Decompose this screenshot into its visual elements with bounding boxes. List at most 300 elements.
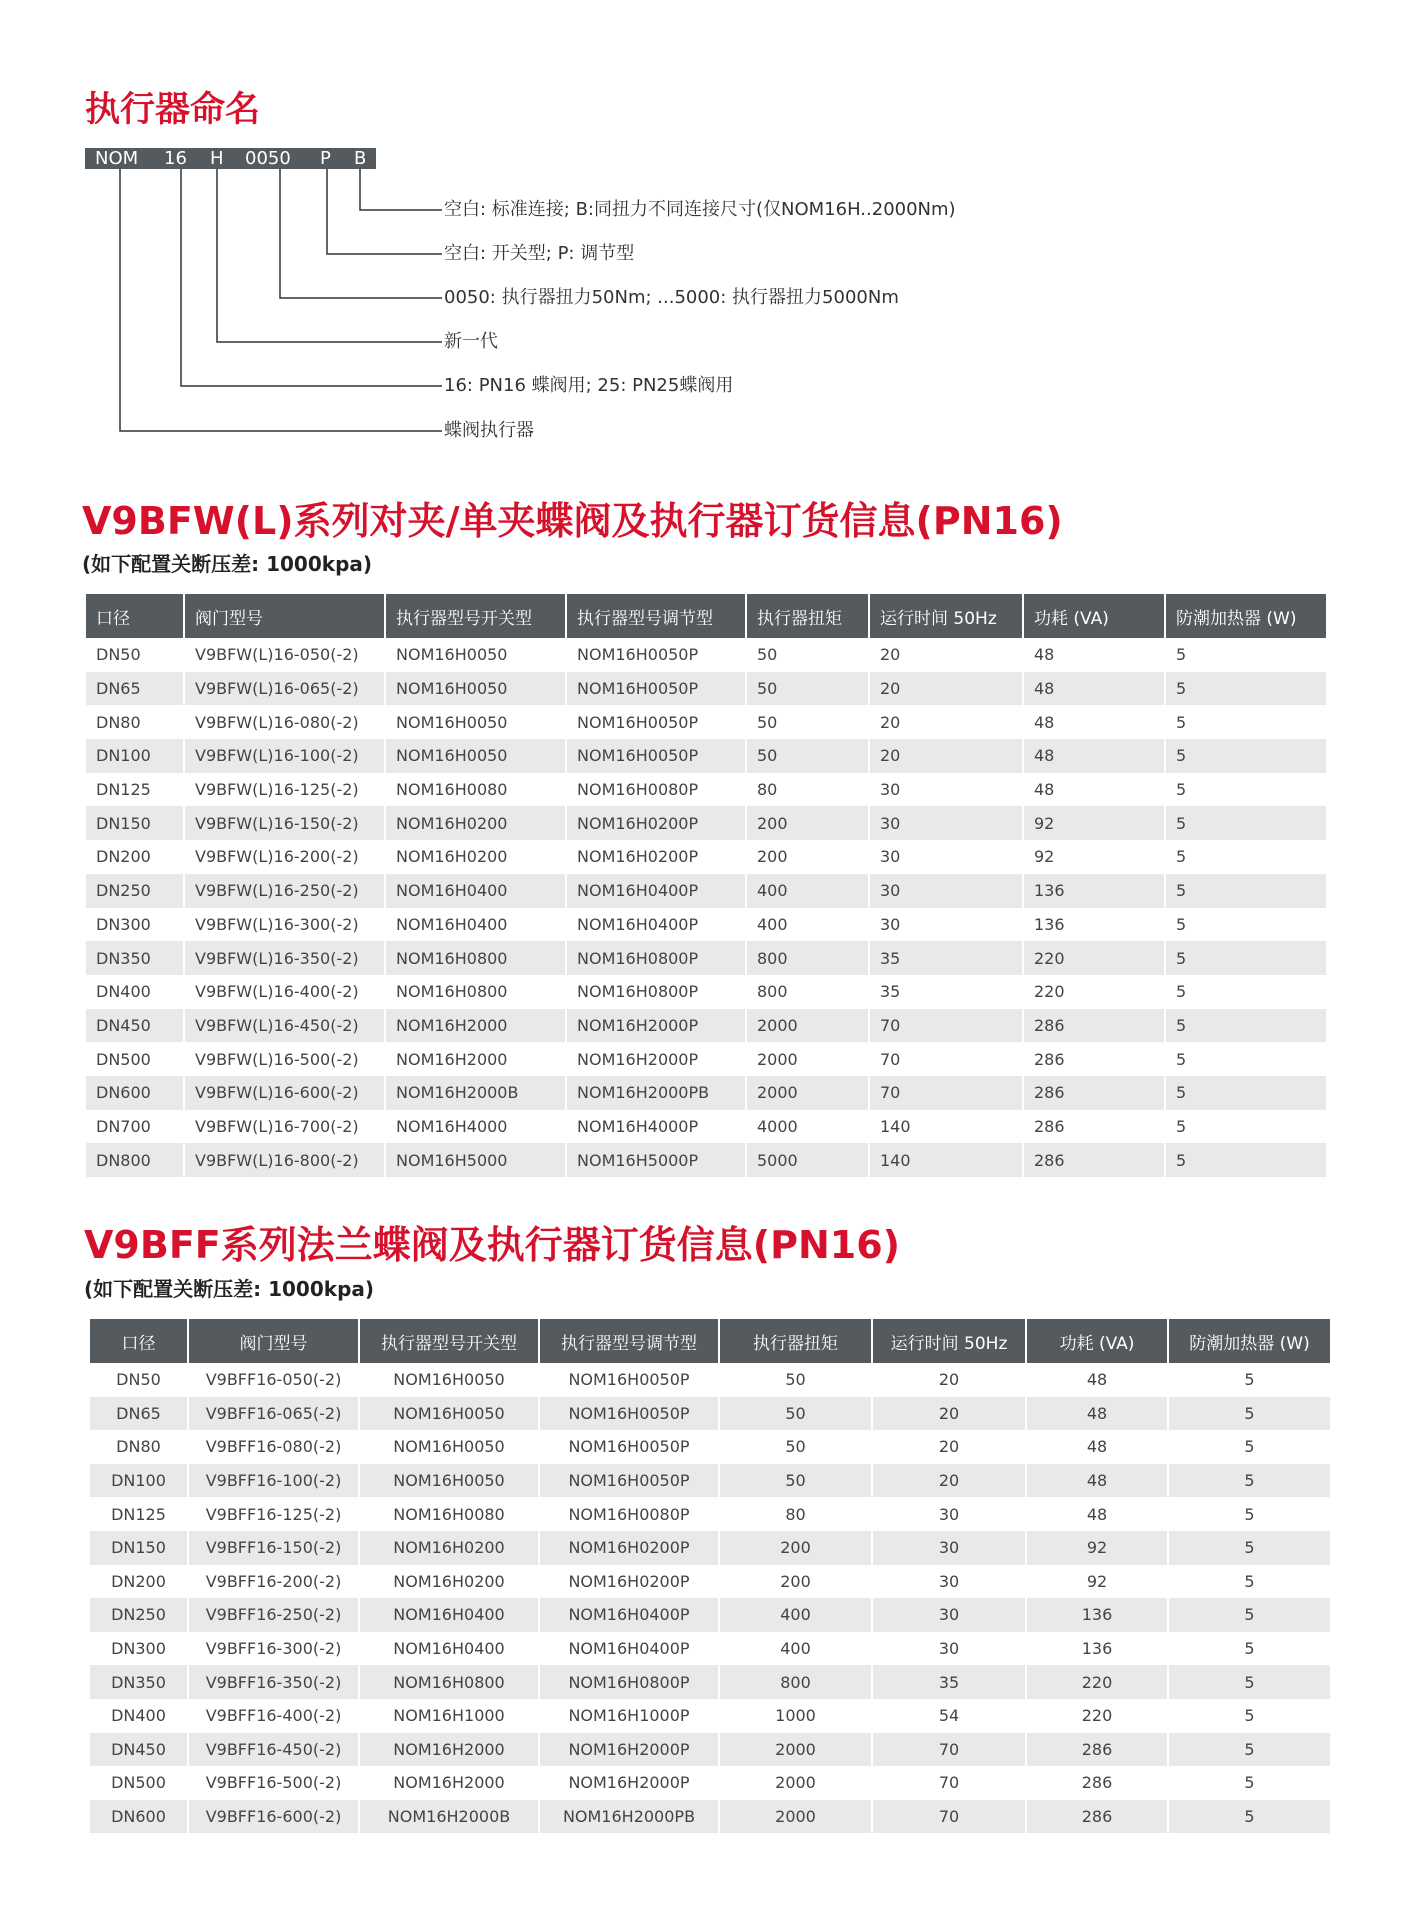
table-cell: V9BFF16-300(-2): [188, 1632, 359, 1666]
table-cell: DN100: [86, 739, 184, 773]
connector-line-torque: [280, 169, 442, 298]
table-cell: V9BFW(L)16-800(-2): [184, 1143, 385, 1177]
table-cell: NOM16H0800: [385, 975, 566, 1009]
column-header: 阀门型号: [184, 594, 385, 638]
table-row: [86, 1143, 1326, 1177]
column-header: 执行器扭矩: [719, 1319, 872, 1363]
table-cell: 136: [1026, 1598, 1168, 1632]
table-cell: 50: [746, 739, 869, 773]
table-cell: 48: [1023, 672, 1165, 706]
legend-type: 空白: 开关型; P: 调节型: [444, 243, 635, 264]
table-cell: 48: [1026, 1497, 1168, 1531]
column-header: 口径: [90, 1319, 188, 1363]
table-cell: 4000: [746, 1110, 869, 1144]
table-cell: NOM16H5000P: [566, 1143, 746, 1177]
table-row: [86, 806, 1326, 840]
table-cell: DN800: [86, 1143, 184, 1177]
table-cell: NOM16H2000B: [385, 1076, 566, 1110]
table-cell: DN450: [86, 1009, 184, 1043]
table-cell: 220: [1023, 975, 1165, 1009]
table-cell: 5: [1168, 1766, 1330, 1800]
table-cell: V9BFW(L)16-450(-2): [184, 1009, 385, 1043]
table-cell: 5: [1168, 1598, 1330, 1632]
table-cell: 1000: [719, 1699, 872, 1733]
column-header: 执行器型号调节型: [539, 1319, 719, 1363]
table-cell: 5: [1168, 1565, 1330, 1599]
table-cell: DN300: [90, 1632, 188, 1666]
table-cell: 30: [872, 1497, 1026, 1531]
table-row: [86, 672, 1326, 706]
table-cell: NOM16H2000: [359, 1733, 539, 1767]
table-cell: 20: [869, 638, 1023, 672]
table-cell: 92: [1026, 1531, 1168, 1565]
table-cell: NOM16H5000: [385, 1143, 566, 1177]
legend-actuator: 蝶阀执行器: [444, 420, 534, 441]
table-cell: 80: [746, 773, 869, 807]
table-cell: 286: [1026, 1766, 1168, 1800]
table-cell: DN300: [86, 908, 184, 942]
table-cell: DN350: [90, 1665, 188, 1699]
table-cell: 220: [1026, 1665, 1168, 1699]
table-cell: V9BFF16-100(-2): [188, 1464, 359, 1498]
column-header: 执行器型号开关型: [385, 594, 566, 638]
table-cell: V9BFW(L)16-200(-2): [184, 840, 385, 874]
table-row: [90, 1464, 1330, 1498]
table-row: [86, 739, 1326, 773]
table-row: [90, 1598, 1330, 1632]
table-cell: 50: [719, 1430, 872, 1464]
table-cell: DN250: [90, 1598, 188, 1632]
table-cell: V9BFF16-500(-2): [188, 1766, 359, 1800]
table1-note: (如下配置关断压差: 1000kpa): [82, 552, 373, 576]
table2: [90, 1319, 1330, 1833]
table-cell: 5: [1165, 840, 1326, 874]
table-row: [86, 1076, 1326, 1110]
table-cell: 5: [1165, 739, 1326, 773]
table-cell: 5: [1168, 1632, 1330, 1666]
table-cell: NOM16H0800P: [566, 975, 746, 1009]
table-cell: NOM16H0050P: [566, 705, 746, 739]
code-segment-connection: B: [354, 148, 367, 169]
table-cell: V9BFW(L)16-150(-2): [184, 806, 385, 840]
table-cell: NOM16H2000: [359, 1766, 539, 1800]
column-header: 执行器型号开关型: [359, 1319, 539, 1363]
table-cell: 200: [719, 1531, 872, 1565]
table-cell: V9BFW(L)16-080(-2): [184, 705, 385, 739]
table-cell: 30: [872, 1531, 1026, 1565]
table2-title: V9BFF系列法兰蝶阀及执行器订货信息(PN16): [84, 1223, 900, 1267]
connector-line-type: [327, 169, 442, 254]
table-cell: NOM16H0050: [359, 1430, 539, 1464]
table-cell: V9BFF16-080(-2): [188, 1430, 359, 1464]
column-header: 口径: [86, 594, 184, 638]
table-cell: 80: [719, 1497, 872, 1531]
table-cell: 400: [719, 1598, 872, 1632]
column-header: 执行器扭矩: [746, 594, 869, 638]
table-cell: DN400: [90, 1699, 188, 1733]
table-cell: V9BFF16-050(-2): [188, 1363, 359, 1397]
table-row: [86, 1009, 1326, 1043]
table-cell: NOM16H0800: [359, 1665, 539, 1699]
table-row: [86, 874, 1326, 908]
table-cell: NOM16H0050: [385, 739, 566, 773]
table-cell: 5: [1168, 1464, 1330, 1498]
table-cell: DN125: [86, 773, 184, 807]
table-cell: V9BFF16-400(-2): [188, 1699, 359, 1733]
table-cell: 5: [1168, 1699, 1330, 1733]
table-cell: 20: [872, 1430, 1026, 1464]
table-cell: NOM16H0800: [385, 941, 566, 975]
table-cell: 30: [872, 1632, 1026, 1666]
table-cell: 92: [1026, 1565, 1168, 1599]
table-cell: NOM16H0200: [359, 1565, 539, 1599]
table-cell: 5: [1165, 975, 1326, 1009]
table-cell: DN80: [90, 1430, 188, 1464]
column-header: 阀门型号: [188, 1319, 359, 1363]
table-row: [90, 1766, 1330, 1800]
table-cell: 5: [1168, 1800, 1330, 1834]
table-cell: DN500: [86, 1042, 184, 1076]
table-cell: 35: [869, 941, 1023, 975]
column-header: 防潮加热器 (W): [1168, 1319, 1330, 1363]
table-cell: 286: [1023, 1042, 1165, 1076]
table-row: [86, 1110, 1326, 1144]
table-cell: NOM16H4000: [385, 1110, 566, 1144]
table-cell: 400: [746, 874, 869, 908]
table-cell: 20: [872, 1464, 1026, 1498]
table-cell: 2000: [719, 1800, 872, 1834]
table-cell: NOM16H0200P: [539, 1565, 719, 1599]
table-cell: V9BFW(L)16-400(-2): [184, 975, 385, 1009]
table-cell: DN500: [90, 1766, 188, 1800]
table-cell: V9BFF16-200(-2): [188, 1565, 359, 1599]
table-cell: 30: [872, 1598, 1026, 1632]
column-header: 功耗 (VA): [1023, 594, 1165, 638]
table-cell: 5000: [746, 1143, 869, 1177]
table-row: [90, 1397, 1330, 1431]
code-segment-pressure: 16: [164, 148, 187, 169]
table-cell: V9BFF16-350(-2): [188, 1665, 359, 1699]
table-cell: NOM16H0400: [385, 908, 566, 942]
table-cell: V9BFW(L)16-350(-2): [184, 941, 385, 975]
table-cell: NOM16H0050P: [539, 1363, 719, 1397]
table-cell: DN150: [86, 806, 184, 840]
connector-line-generation: [217, 169, 442, 342]
table-cell: 5: [1165, 1143, 1326, 1177]
table-cell: DN50: [90, 1363, 188, 1397]
table-cell: 5: [1165, 1009, 1326, 1043]
table-cell: V9BFW(L)16-500(-2): [184, 1042, 385, 1076]
table-cell: 5: [1165, 874, 1326, 908]
table-cell: NOM16H0050: [385, 672, 566, 706]
table-cell: V9BFW(L)16-250(-2): [184, 874, 385, 908]
table-cell: 70: [872, 1766, 1026, 1800]
table-cell: 70: [869, 1009, 1023, 1043]
table-cell: 5: [1165, 672, 1326, 706]
table-cell: 48: [1023, 739, 1165, 773]
table-cell: 5: [1168, 1497, 1330, 1531]
table2-note: (如下配置关断压差: 1000kpa): [84, 1277, 375, 1301]
table-cell: NOM16H0050P: [539, 1397, 719, 1431]
table-cell: NOM16H4000P: [566, 1110, 746, 1144]
table-cell: 30: [869, 773, 1023, 807]
table-row: [90, 1800, 1330, 1834]
table-row: [90, 1699, 1330, 1733]
table-cell: 136: [1026, 1632, 1168, 1666]
table-cell: V9BFF16-250(-2): [188, 1598, 359, 1632]
table-cell: 92: [1023, 840, 1165, 874]
table-cell: NOM16H2000: [385, 1042, 566, 1076]
table-cell: 5: [1168, 1430, 1330, 1464]
table-cell: NOM16H0800P: [539, 1665, 719, 1699]
table1-title: V9BFW(L)系列对夹/单夹蝶阀及执行器订货信息(PN16): [82, 499, 1063, 543]
table-cell: NOM16H0050: [359, 1397, 539, 1431]
table-cell: 136: [1023, 908, 1165, 942]
table-cell: 5: [1168, 1397, 1330, 1431]
table-cell: 5: [1165, 908, 1326, 942]
column-header: 功耗 (VA): [1026, 1319, 1168, 1363]
table-cell: 400: [719, 1632, 872, 1666]
column-header: 运行时间 50Hz: [869, 594, 1023, 638]
table-cell: V9BFW(L)16-050(-2): [184, 638, 385, 672]
code-segment-torque: 0050: [245, 148, 291, 169]
code-segment-generation: H: [210, 148, 224, 169]
table-cell: NOM16H0200P: [566, 840, 746, 874]
table-cell: 286: [1023, 1143, 1165, 1177]
connector-line-actuator: [120, 169, 442, 431]
table-cell: 92: [1023, 806, 1165, 840]
table-row: [86, 705, 1326, 739]
table-cell: 50: [719, 1363, 872, 1397]
table-cell: 48: [1026, 1430, 1168, 1464]
table-cell: 20: [869, 705, 1023, 739]
table-cell: V9BFW(L)16-600(-2): [184, 1076, 385, 1110]
table-cell: 2000: [719, 1733, 872, 1767]
table-cell: NOM16H2000P: [539, 1733, 719, 1767]
table-cell: V9BFW(L)16-700(-2): [184, 1110, 385, 1144]
table-cell: 70: [869, 1042, 1023, 1076]
table-cell: 286: [1023, 1076, 1165, 1110]
table-cell: NOM16H2000B: [359, 1800, 539, 1834]
table-cell: 220: [1023, 941, 1165, 975]
table-cell: 800: [746, 941, 869, 975]
table-row: [90, 1632, 1330, 1666]
table-cell: 2000: [719, 1766, 872, 1800]
table-cell: 200: [746, 840, 869, 874]
table-row: [90, 1665, 1330, 1699]
table-cell: 48: [1026, 1397, 1168, 1431]
table-cell: NOM16H0400P: [566, 874, 746, 908]
table-cell: NOM16H0400P: [539, 1598, 719, 1632]
table-cell: NOM16H0050P: [566, 672, 746, 706]
table-cell: 30: [869, 908, 1023, 942]
table-cell: 5: [1168, 1733, 1330, 1767]
table-cell: 200: [746, 806, 869, 840]
legend-connection: 空白: 标准连接; B:同扭力不同连接尺寸(仅NOM16H..2000Nm): [444, 199, 956, 220]
table-cell: 70: [872, 1733, 1026, 1767]
table1-body: [86, 638, 1326, 1177]
table-cell: 5: [1168, 1665, 1330, 1699]
table-cell: NOM16H0080P: [539, 1497, 719, 1531]
table-cell: NOM16H0050: [385, 705, 566, 739]
table-cell: 5: [1165, 705, 1326, 739]
table-cell: 50: [746, 638, 869, 672]
table-cell: V9BFF16-600(-2): [188, 1800, 359, 1834]
table-cell: 30: [869, 874, 1023, 908]
code-segment-type: P: [320, 148, 331, 169]
table-row: [90, 1363, 1330, 1397]
table-cell: DN80: [86, 705, 184, 739]
table-cell: DN250: [86, 874, 184, 908]
table-cell: 2000: [746, 1009, 869, 1043]
table-cell: 20: [872, 1397, 1026, 1431]
table-cell: NOM16H0400: [359, 1632, 539, 1666]
table-cell: DN50: [86, 638, 184, 672]
table-cell: DN600: [90, 1800, 188, 1834]
table-cell: 5: [1165, 1076, 1326, 1110]
table-cell: 48: [1023, 705, 1165, 739]
table-cell: 140: [869, 1110, 1023, 1144]
table-cell: 48: [1026, 1464, 1168, 1498]
table-cell: NOM16H0400: [359, 1598, 539, 1632]
table-cell: 48: [1023, 638, 1165, 672]
table-cell: DN200: [86, 840, 184, 874]
table-cell: NOM16H1000P: [539, 1699, 719, 1733]
column-header: 执行器型号调节型: [566, 594, 746, 638]
table-cell: 35: [869, 975, 1023, 1009]
table-cell: NOM16H2000P: [539, 1766, 719, 1800]
table-cell: NOM16H0080P: [566, 773, 746, 807]
table-cell: V9BFF16-065(-2): [188, 1397, 359, 1431]
table-cell: V9BFF16-125(-2): [188, 1497, 359, 1531]
table-cell: V9BFW(L)16-300(-2): [184, 908, 385, 942]
table-row: [86, 773, 1326, 807]
table-cell: NOM16H0050P: [566, 638, 746, 672]
table-cell: V9BFF16-150(-2): [188, 1531, 359, 1565]
table-cell: 5: [1165, 1110, 1326, 1144]
table-cell: 5: [1168, 1363, 1330, 1397]
table1-header-row: [86, 594, 1326, 638]
table-cell: NOM16H2000PB: [539, 1800, 719, 1834]
table-cell: 70: [869, 1076, 1023, 1110]
table-cell: 286: [1026, 1800, 1168, 1834]
table-row: [86, 840, 1326, 874]
table-cell: NOM16H0200: [385, 806, 566, 840]
column-header: 运行时间 50Hz: [872, 1319, 1026, 1363]
table-cell: V9BFW(L)16-065(-2): [184, 672, 385, 706]
table-cell: NOM16H0800P: [566, 941, 746, 975]
table-cell: NOM16H0200: [385, 840, 566, 874]
table-cell: NOM16H0050: [359, 1464, 539, 1498]
table-cell: 20: [872, 1363, 1026, 1397]
table-cell: DN150: [90, 1531, 188, 1565]
table-cell: 20: [869, 672, 1023, 706]
table-cell: DN600: [86, 1076, 184, 1110]
table-cell: 800: [746, 975, 869, 1009]
table-cell: DN100: [90, 1464, 188, 1498]
table-cell: DN400: [86, 975, 184, 1009]
table-cell: DN125: [90, 1497, 188, 1531]
table-cell: NOM16H2000P: [566, 1009, 746, 1043]
naming-title: 执行器命名: [85, 90, 261, 130]
table-cell: 5: [1168, 1531, 1330, 1565]
table-cell: NOM16H0400P: [539, 1632, 719, 1666]
table2-body: [90, 1363, 1330, 1833]
table-row: [90, 1531, 1330, 1565]
table-cell: NOM16H2000PB: [566, 1076, 746, 1110]
legend-torque: 0050: 执行器扭力50Nm; ...5000: 执行器扭力5000Nm: [444, 287, 899, 308]
table-cell: V9BFW(L)16-100(-2): [184, 739, 385, 773]
table2-header-row: [90, 1319, 1330, 1363]
table-row: [86, 1042, 1326, 1076]
table-cell: 30: [869, 806, 1023, 840]
table-cell: 136: [1023, 874, 1165, 908]
table-cell: 54: [872, 1699, 1026, 1733]
table-cell: NOM16H2000P: [566, 1042, 746, 1076]
table-row: [90, 1430, 1330, 1464]
table-cell: 5: [1165, 806, 1326, 840]
table-cell: 286: [1023, 1009, 1165, 1043]
table-cell: 2000: [746, 1042, 869, 1076]
table-cell: NOM16H1000: [359, 1699, 539, 1733]
table-cell: DN450: [90, 1733, 188, 1767]
table-cell: V9BFW(L)16-125(-2): [184, 773, 385, 807]
table-cell: 30: [872, 1565, 1026, 1599]
table-cell: 48: [1023, 773, 1165, 807]
table-row: [86, 975, 1326, 1009]
legend-pressure: 16: PN16 蝶阀用; 25: PN25蝶阀用: [444, 375, 734, 396]
code-segment-nom: NOM: [95, 148, 139, 169]
table-cell: 200: [719, 1565, 872, 1599]
table-cell: DN350: [86, 941, 184, 975]
table-cell: 70: [872, 1800, 1026, 1834]
table-cell: 5: [1165, 941, 1326, 975]
table-cell: NOM16H0050P: [539, 1464, 719, 1498]
connector-line-pressure: [181, 169, 442, 386]
table-cell: DN200: [90, 1565, 188, 1599]
table-cell: V9BFF16-450(-2): [188, 1733, 359, 1767]
table-cell: 20: [869, 739, 1023, 773]
table-cell: NOM16H0080: [385, 773, 566, 807]
table-cell: NOM16H0050P: [566, 739, 746, 773]
table-row: [86, 908, 1326, 942]
table-cell: NOM16H0200: [359, 1531, 539, 1565]
table-cell: 50: [746, 705, 869, 739]
table-cell: 50: [746, 672, 869, 706]
table-cell: NOM16H0050: [359, 1363, 539, 1397]
table-cell: DN700: [86, 1110, 184, 1144]
table-cell: NOM16H2000: [385, 1009, 566, 1043]
table-cell: 2000: [746, 1076, 869, 1110]
table-cell: 286: [1026, 1733, 1168, 1767]
table-cell: 5: [1165, 1042, 1326, 1076]
table-cell: 5: [1165, 638, 1326, 672]
table-cell: NOM16H0080: [359, 1497, 539, 1531]
table-cell: NOM16H0200P: [539, 1531, 719, 1565]
table-cell: NOM16H0050: [385, 638, 566, 672]
table-cell: 35: [872, 1665, 1026, 1699]
table1: [86, 594, 1326, 1177]
table-row: [90, 1565, 1330, 1599]
table-cell: 220: [1026, 1699, 1168, 1733]
table-cell: 50: [719, 1464, 872, 1498]
table-cell: 30: [869, 840, 1023, 874]
table-row: [90, 1497, 1330, 1531]
table-cell: NOM16H0050P: [539, 1430, 719, 1464]
table-cell: 5: [1165, 773, 1326, 807]
table-cell: 48: [1026, 1363, 1168, 1397]
table-cell: 800: [719, 1665, 872, 1699]
